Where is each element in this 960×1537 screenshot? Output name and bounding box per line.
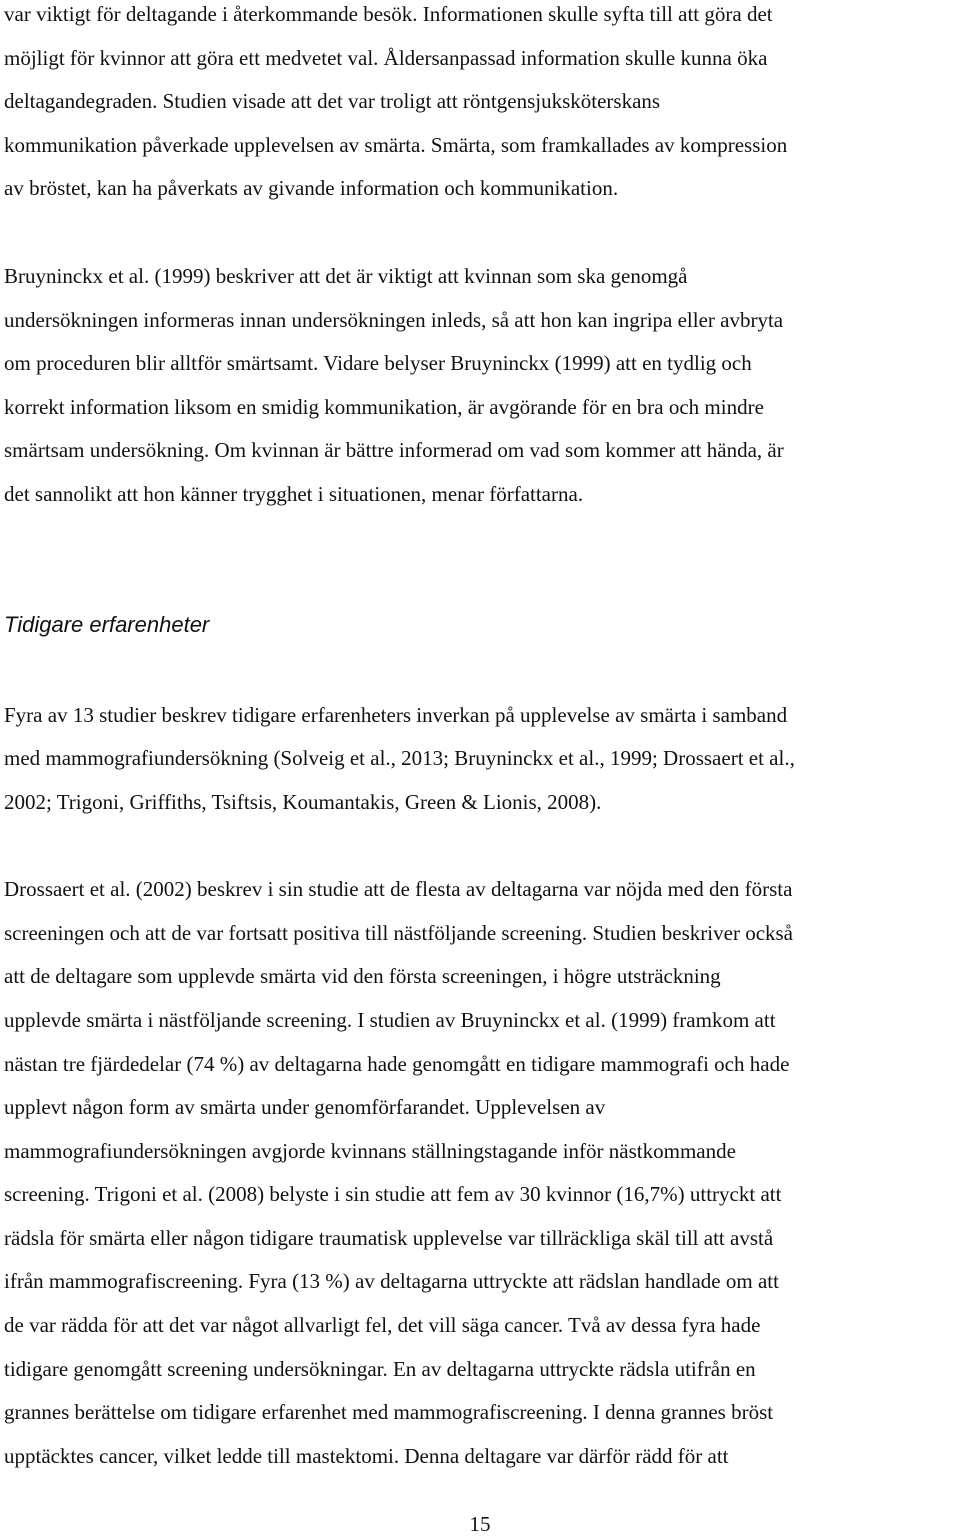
text-line: screeningen och att de var fortsatt positiva till nästföljande screening. Studien beskriver också <box>4 921 794 945</box>
text-line: 2002; Trigoni, Griffiths, Tsiftsis, Koumantakis, Green & Lionis, 2008). <box>4 790 602 814</box>
text-line: tidigare genomgått screening undersökningar. En av deltagarna uttryckte rädsla utifrån en <box>4 1357 756 1381</box>
text-line: Fyra av 13 studier beskrev tidigare erfarenheters inverkan på upplevelse av smärta i samband <box>4 703 788 727</box>
text-line: de var rädda för att det var något allvarligt fel, det vill säga cancer. Två av dessa fyra hade <box>4 1313 761 1337</box>
text-line: korrekt information liksom en smidig kommunikation, är avgörande för en bra och mindre <box>4 395 764 419</box>
text-line: grannes berättelse om tidigare erfarenhet med mammografiscreening. I denna grannes bröst <box>4 1400 774 1424</box>
text-line: var viktigt för deltagande i återkommande besök. Informationen skulle syfta till att göra det <box>4 2 773 26</box>
text-line: deltagandegraden. Studien visade att det var troligt att röntgensjuksköterskans <box>4 89 661 113</box>
text-line: ifrån mammografiscreening. Fyra (13 %) av deltagarna uttryckte att rädslan handlade om att <box>4 1269 779 1293</box>
text-line: upplevt någon form av smärta under genomförfarandet. Upplevelsen av <box>4 1095 606 1119</box>
text-line: Drossaert et al. (2002) beskrev i sin studie att de flesta av deltagarna var nöjda med den första <box>4 877 793 901</box>
text-line: upptäcktes cancer, vilket ledde till mastektomi. Denna deltagare var därför rädd för att <box>4 1444 729 1468</box>
text-line: det sannolikt att hon känner trygghet i situationen, menar författarna. <box>4 482 584 506</box>
text-line: nästan tre fjärdedelar (74 %) av deltagarna hade genomgått en tidigare mammografi och hade <box>4 1052 790 1076</box>
text-line: smärtsam undersökning. Om kvinnan är bättre informerad om vad som kommer att hända, är <box>4 438 784 462</box>
text-line: undersökningen informeras innan undersökningen inleds, så att hon kan ingripa eller avbryta <box>4 308 784 332</box>
page-number: 15 <box>469 1512 491 1536</box>
text-line: att de deltagare som upplevde smärta vid den första screeningen, i högre utsträckning <box>4 964 721 988</box>
text-line: möjligt för kvinnor att göra ett medvetet val. Åldersanpassad information skulle kunna öka <box>4 46 768 70</box>
text-line: av bröstet, kan ha påverkats av givande information och kommunikation. <box>4 176 619 200</box>
section-heading: Tidigare erfarenheter <box>4 612 210 637</box>
text-line: screening. Trigoni et al. (2008) belyste i sin studie att fem av 30 kvinnor (16,7%) uttryckt att <box>4 1182 782 1206</box>
text-line: om proceduren blir alltför smärtsamt. Vidare belyser Bruyninckx (1999) att en tydlig och <box>4 351 752 375</box>
text-line: kommunikation påverkade upplevelsen av smärta. Smärta, som framkallades av kompression <box>4 133 788 157</box>
text-line: med mammografiundersökning (Solveig et al., 2013; Bruyninckx et al., 1999; Drossaert et al., <box>4 746 795 770</box>
text-line: mammografiundersökningen avgjorde kvinnans ställningstagande inför nästkommande <box>4 1139 736 1163</box>
text-line: upplevde smärta i nästföljande screening. I studien av Bruyninckx et al. (1999) framkom att <box>4 1008 776 1032</box>
text-line: rädsla för smärta eller någon tidigare traumatisk upplevelse var tillräckliga skäl till att avstå <box>4 1226 774 1250</box>
text-line: Bruyninckx et al. (1999) beskriver att det är viktigt att kvinnan som ska genomgå <box>4 264 688 288</box>
